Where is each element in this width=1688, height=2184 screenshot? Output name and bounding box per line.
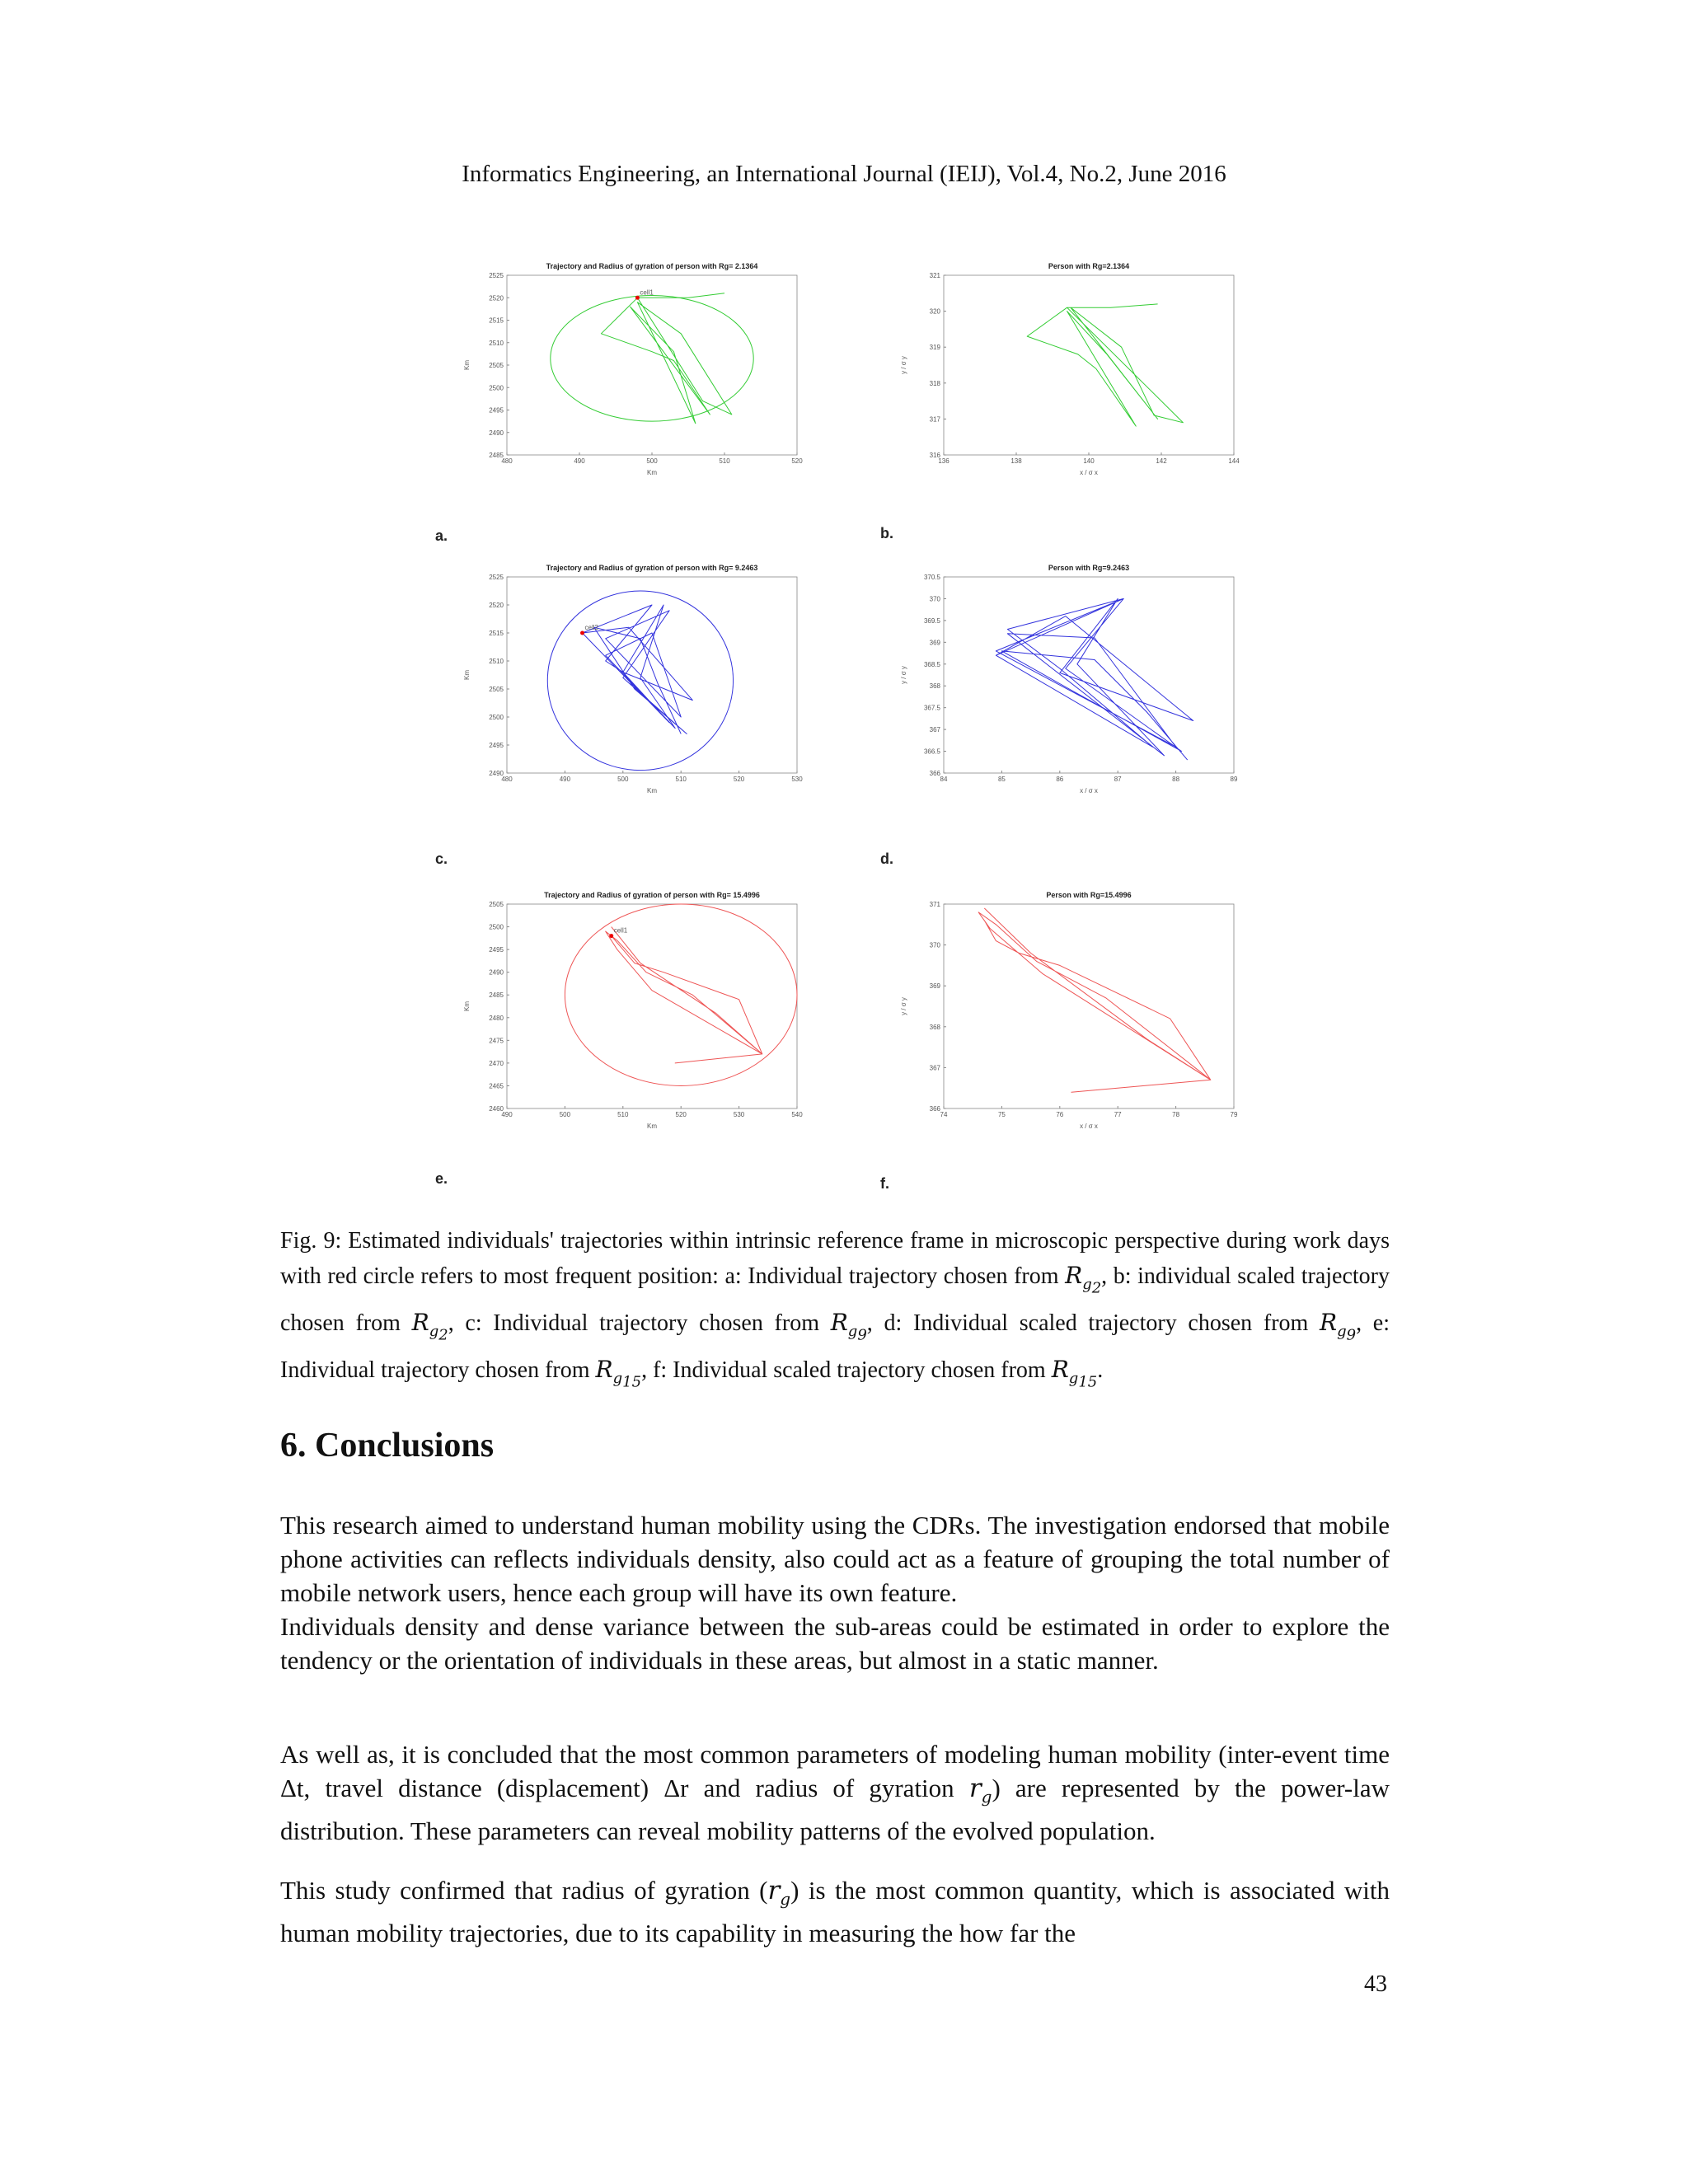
panel-a	[457, 257, 804, 488]
x-tick-label: 85	[997, 776, 1006, 783]
y-tick-label: 2500	[489, 384, 504, 392]
paragraph-1: This research aimed to understand human mobility using the CDRs. The investigation endorsed that mobile phone activities can reflects individuals density, also could act as a feature of grouping the total number of mobile network users, hence each group will have its own feature.	[280, 1511, 1390, 1607]
y-tick-label: 2505	[489, 362, 504, 369]
y-tick-label: 366.5	[923, 748, 940, 756]
y-tick-label: 2510	[489, 339, 504, 347]
panel-label-d: d.	[880, 851, 893, 867]
paragraph-4: This study confirmed that radius of gyration $(r_g)$ is the most common quantity, which is associated with human mobility trajectories, due to its capability in measuring the how far the	[280, 1876, 1390, 1948]
y-tick-label: 366	[929, 770, 940, 777]
x-tick-label: 86	[1056, 776, 1064, 783]
y-tick-label: 367.5	[923, 704, 940, 712]
y-axis-label: y / σ y	[900, 356, 907, 374]
frequent-position-marker	[635, 296, 640, 300]
x-tick-label: 480	[501, 457, 513, 465]
x-tick-label: 76	[1056, 1111, 1064, 1118]
y-tick-label: 2485	[489, 991, 504, 1000]
y-tick-label: 2500	[489, 714, 504, 721]
x-tick-label: 510	[617, 1111, 629, 1118]
marker-label: cell1	[613, 926, 628, 935]
chart-title: Person with Rg=9.2463	[1048, 564, 1130, 572]
x-tick-label: 490	[574, 457, 585, 465]
plot-frame	[944, 577, 1234, 773]
chart-title: Trajectory and Radius of gyration of person with Rg= 2.1364	[546, 262, 758, 270]
x-tick-label: 77	[1114, 1111, 1122, 1118]
y-tick-label: 2470	[489, 1059, 504, 1067]
y-tick-label: 317	[929, 415, 940, 424]
y-tick-label: 2500	[489, 923, 504, 931]
x-tick-label: 520	[733, 776, 745, 783]
panel-label-a: a.	[435, 527, 448, 544]
x-tick-label: 87	[1114, 776, 1122, 783]
page-number: 43	[1364, 1971, 1387, 1997]
y-tick-label: 366	[929, 1105, 940, 1113]
x-tick-label: 530	[791, 776, 803, 783]
x-axis-label: x / σ x	[1080, 787, 1098, 794]
x-tick-label: 140	[1083, 457, 1095, 465]
marker-label: cell2	[584, 624, 598, 631]
y-tick-label: 367	[929, 726, 940, 734]
chart-b	[894, 257, 1240, 488]
x-tick-label: 490	[559, 776, 571, 783]
y-tick-label: 371	[929, 901, 940, 908]
chart-e	[457, 886, 804, 1141]
chart-title: Person with Rg=2.1364	[1048, 262, 1130, 270]
y-tick-label: 319	[929, 344, 940, 352]
plot-frame	[507, 577, 797, 773]
panel-label-c: c.	[435, 851, 448, 867]
x-tick-label: 480	[501, 776, 513, 783]
panel-f	[894, 886, 1240, 1141]
y-tick-label: 2515	[489, 316, 504, 325]
y-tick-label: 320	[929, 307, 940, 316]
x-tick-label: 510	[675, 776, 687, 783]
chart-a	[457, 257, 804, 488]
y-tick-label: 370.5	[923, 574, 940, 581]
y-tick-label: 2475	[489, 1037, 504, 1045]
panel-e	[457, 886, 804, 1141]
y-axis-label: Km	[463, 670, 471, 680]
plot-frame	[944, 275, 1234, 455]
y-tick-label: 2495	[489, 742, 504, 749]
chart-title: Trajectory and Radius of gyration of person with Rg= 9.2463	[546, 564, 758, 572]
y-tick-label: 2525	[489, 574, 504, 581]
x-axis-label: Km	[647, 1122, 657, 1130]
caption-text-1: Fig. 9: Estimated individuals' trajectories within intrinsic reference frame in microscopic perspective during work days with red circle refers to most frequent position: a: Individual trajectory chosen from	[280, 1228, 1390, 1289]
x-tick-label: 75	[997, 1111, 1006, 1118]
y-tick-label: 321	[929, 272, 940, 279]
y-tick-label: 2505	[489, 686, 504, 693]
y-tick-label: 369	[929, 639, 940, 647]
y-tick-label: 2490	[489, 429, 504, 437]
chart-c	[457, 559, 804, 806]
paragraph-3: As well as, it is concluded that the most common parameters of modeling human mobility (inter-event time Δt, travel distance (displacement) Δr and radius of gyration $r_g$) are represented by the power-law distribution. These parameters can reveal mobility patterns of the evolved population.	[280, 1740, 1390, 1846]
x-tick-label: 500	[646, 457, 658, 465]
y-axis-label: Km	[463, 1001, 471, 1011]
x-tick-label: 530	[733, 1111, 745, 1118]
panel-label-b: b.	[880, 525, 893, 541]
chart-f	[894, 886, 1240, 1141]
y-tick-label: 368	[929, 682, 940, 691]
y-tick-label: 370	[929, 941, 940, 949]
y-tick-label: 2520	[489, 602, 504, 609]
chart-d	[894, 559, 1240, 806]
y-tick-label: 316	[929, 452, 940, 459]
caption-math-r: $R_{g_2}$	[1065, 1262, 1102, 1297]
y-axis-label: y / σ y	[900, 666, 907, 684]
y-tick-label: 2465	[489, 1082, 504, 1090]
y-axis-label: Km	[463, 360, 471, 370]
x-tick-label: 142	[1156, 457, 1167, 465]
panel-label-f: f.	[880, 1175, 889, 1192]
x-tick-label: 500	[617, 776, 629, 783]
y-tick-label: 369	[929, 982, 940, 991]
y-tick-label: 2490	[489, 968, 504, 977]
paragraph-2: Individuals density and dense variance between the sub-areas could be estimated in order to explore the tendency or the orientation of individuals in these areas, but almost in a static manner.	[280, 1612, 1390, 1675]
x-tick-label: 79	[1230, 1111, 1238, 1118]
y-tick-label: 367	[929, 1064, 940, 1072]
x-tick-label: 138	[1010, 457, 1022, 465]
chart-title: Trajectory and Radius of gyration of person with Rg= 15.4996	[544, 891, 760, 899]
y-tick-label: 2525	[489, 272, 504, 279]
panel-label-e: e.	[435, 1170, 448, 1187]
running-header: Informatics Engineering, an International Journal (IEIJ), Vol.4, No.2, June 2016	[462, 161, 1226, 187]
x-tick-label: 490	[501, 1111, 513, 1118]
x-axis-label: Km	[647, 787, 657, 794]
y-tick-label: 318	[929, 379, 940, 387]
panel-b	[894, 257, 1240, 488]
panel-c	[457, 559, 804, 806]
y-tick-label: 2510	[489, 658, 504, 665]
rg-symbol: $r_g$	[968, 1774, 992, 1807]
y-tick-label: 2505	[489, 901, 504, 908]
x-tick-label: 78	[1172, 1111, 1180, 1118]
y-tick-label: 2460	[489, 1105, 504, 1113]
plot-frame	[507, 904, 797, 1108]
marker-label: cell1	[640, 288, 654, 297]
panel-d	[894, 559, 1240, 806]
x-tick-label: 510	[719, 457, 730, 465]
y-tick-label: 2485	[489, 452, 504, 459]
x-tick-label: 520	[675, 1111, 687, 1118]
x-tick-label: 84	[940, 776, 948, 783]
x-tick-label: 500	[559, 1111, 571, 1118]
y-tick-label: 369.5	[923, 616, 940, 625]
y-axis-label: y / σ y	[900, 997, 907, 1015]
y-tick-label: 2515	[489, 630, 504, 637]
section-heading: 6. Conclusions	[280, 1427, 495, 1465]
chart-title: Person with Rg=15.4996	[1046, 891, 1132, 899]
frequent-position-marker	[609, 934, 613, 938]
y-tick-label: 370	[929, 595, 940, 603]
x-tick-label: 74	[940, 1111, 948, 1118]
x-axis-label: x / σ x	[1080, 1122, 1098, 1130]
y-tick-label: 2495	[489, 406, 504, 415]
x-axis-label: Km	[647, 469, 657, 476]
y-tick-label: 368	[929, 1023, 940, 1031]
figure-caption: Fig. 9: Estimated individuals' trajectories within intrinsic reference frame in microscopic perspective during work days with red circle refers to most frequent position: a: Individual trajectory chosen from $R_{g_2}$, b: individual scaled trajectory chosen from $R_{g_2}$, c: Individual trajectory chosen from $R_{g_9}$, d: Individual scaled trajectory chosen from $R_{g_9}$, e: Individual trajectory chosen from $R_{g_{15}}$, f: Individual scaled trajectory chosen from $R_{g_{15}}$.	[280, 1228, 1390, 1391]
y-tick-label: 2495	[489, 946, 504, 954]
plot-frame	[507, 275, 797, 455]
x-axis-label: x / σ x	[1080, 469, 1098, 476]
x-tick-label: 88	[1172, 776, 1180, 783]
frequent-position-marker	[580, 631, 584, 635]
y-tick-label: 368.5	[923, 660, 940, 668]
y-tick-label: 2520	[489, 294, 504, 302]
x-tick-label: 520	[791, 457, 803, 465]
x-tick-label: 136	[938, 457, 950, 465]
plot-frame	[944, 904, 1234, 1108]
y-tick-label: 2480	[489, 1014, 504, 1022]
x-tick-label: 89	[1230, 776, 1238, 783]
x-tick-label: 540	[791, 1111, 803, 1118]
y-tick-label: 2490	[489, 770, 504, 777]
x-tick-label: 144	[1228, 457, 1240, 465]
